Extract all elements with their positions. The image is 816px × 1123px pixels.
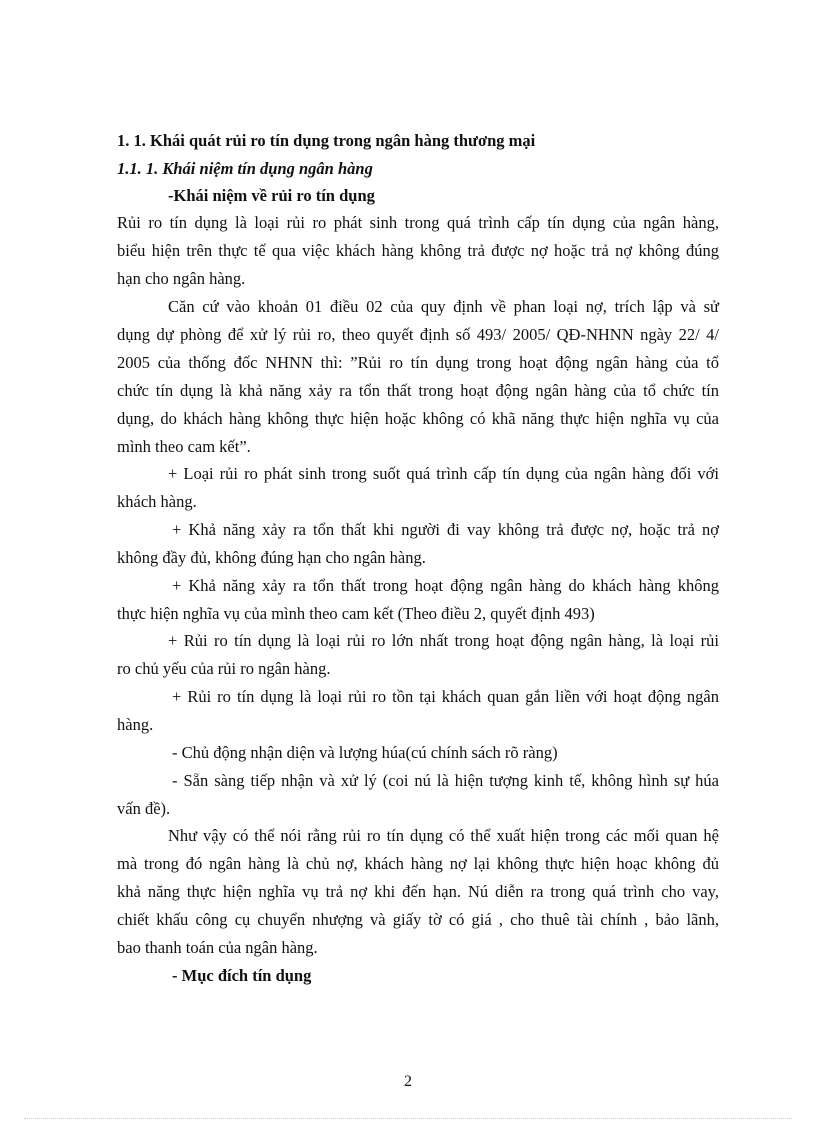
text-line: không đầy đủ, không đúng hạn cho ngân hàng. xyxy=(117,548,426,567)
text-line: Căn cứ vào khoản 01 điều 02 của quy định về phan loại nợ, trích lập và sử xyxy=(168,297,719,316)
text-line: bao thanh toán của ngân hàng. xyxy=(117,938,318,957)
text-line: + Loại rủi ro phát sinh trong suốt quá trình cấp tín dụng của ngân hàng đối với xyxy=(168,464,719,483)
text-line: dụng, do khách hàng không thực hiện hoặc không có khã năng thực hiện nghĩa vụ của xyxy=(117,409,719,428)
purpose-heading: - Mục đích tín dụng xyxy=(172,966,312,985)
text-line: hàng. xyxy=(117,715,154,734)
subsection-heading: 1.1. 1. Khái niệm tín dụng ngân hàng xyxy=(117,159,373,178)
text-line: hạn cho ngân hàng. xyxy=(117,269,246,288)
text-line: khả năng thực hiện nghĩa vụ trả nợ khi đến hạn. Nú diễn ra trong quá trình cho vay, xyxy=(117,882,719,901)
text-line: chức tín dụng là khả năng xảy ra tổn thất trong hoạt động ngân hàng của tổ chức tín xyxy=(117,381,719,400)
text-line: dụng dự phòng để xử lý rủi ro, theo quyết định số 493/ 2005/ QĐ-NHNN ngày 22/ 4/ xyxy=(117,325,719,344)
definition-heading: -Khái niệm về rủi ro tín dụng xyxy=(168,186,375,205)
text-line: + Khả năng xảy ra tổn thất trong hoạt động ngân hàng do khách hàng không xyxy=(172,576,719,595)
text-line: mà trong đó ngân hàng là chủ nợ, khách hàng nợ lại không thực hiện hoạc không đủ xyxy=(117,854,719,873)
text-line: mình theo cam kết”. xyxy=(117,437,251,456)
text-line: + Rủi ro tín dụng là loại rủi ro lớn nhất trong hoạt động ngân hàng, là loại rủi xyxy=(168,631,719,650)
page-number: 2 xyxy=(404,1073,412,1090)
section-heading: 1. 1. Khái quát rủi ro tín dụng trong ngân hàng thương mại xyxy=(117,131,536,150)
text-line: chiết khấu công cụ chuyển nhượng và giấy tờ có giá , cho thuê tài chính , bảo lãnh, xyxy=(117,910,719,929)
text-line: khách hàng. xyxy=(117,492,197,511)
text-line: Rủi ro tín dụng là loại rủi ro phát sinh trong quá trình cấp tín dụng của ngân hàng, xyxy=(117,213,719,232)
text-line: vấn đề). xyxy=(117,799,171,818)
page-bottom-divider xyxy=(24,1118,792,1119)
text-line: - Sẵn sàng tiếp nhận và xử lý (coi nú là hiện tượng kinh tế, không hình sự húa xyxy=(172,771,719,790)
text-line: 2005 của thống đốc NHNN thì: ”Rủi ro tín dụng trong hoạt động ngân hàng của tổ xyxy=(117,353,719,372)
text-line: biểu hiện trên thực tế qua việc khách hàng không trả được nợ hoặc trả nợ không đúng xyxy=(117,241,719,260)
text-line: - Chủ động nhận diện và lượng húa(cú chính sách rõ ràng) xyxy=(172,743,558,762)
text-line: + Rủi ro tín dụng là loại rủi ro tồn tại khách quan gắn liền với hoạt động ngân xyxy=(172,687,719,706)
text-line: + Khả năng xảy ra tổn thất khi người đi vay không trả được nợ, hoặc trả nợ xyxy=(172,520,719,539)
text-line: ro chủ yếu của rủi ro ngân hàng. xyxy=(117,659,331,678)
text-line: thực hiện nghĩa vụ của mình theo cam kết (Theo điều 2, quyết định 493) xyxy=(117,604,595,623)
text-line: Như vậy có thể nói rằng rủi ro tín dụng có thể xuất hiện trong các mối quan hệ xyxy=(168,826,719,845)
